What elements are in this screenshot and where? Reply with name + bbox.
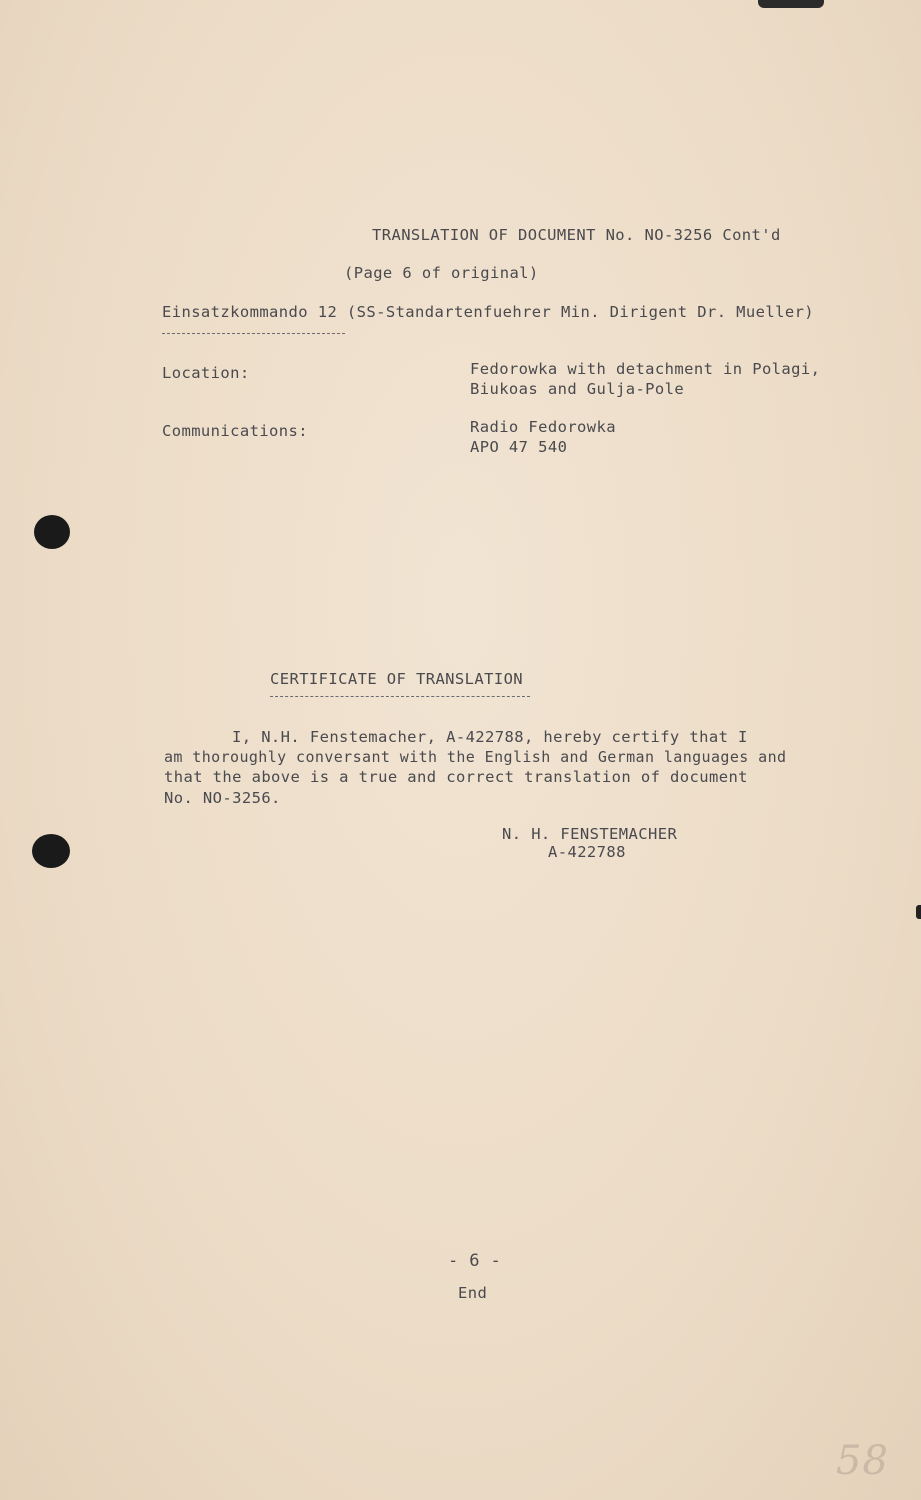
- punch-hole-bottom: [32, 834, 70, 868]
- handwritten-page-number: 58: [836, 1438, 889, 1484]
- page-number: - 6 -: [448, 1251, 502, 1271]
- end-label: End: [458, 1284, 488, 1302]
- punch-hole-top: [34, 515, 70, 549]
- location-value-line2: Biukoas and Gulja-Pole: [470, 380, 685, 398]
- communications-value-line2: APO 47 540: [470, 438, 568, 456]
- certificate-heading: CERTIFICATE OF TRANSLATION: [270, 670, 524, 688]
- certificate-underline: [270, 696, 530, 697]
- certificate-line-1: I, N.H. Fenstemacher, A-422788, hereby certify that I: [232, 728, 748, 746]
- signature-id: A-422788: [548, 843, 626, 861]
- binder-tab: [758, 0, 824, 8]
- certificate-line-2: am thoroughly conversant with the English and German languages and: [164, 748, 787, 766]
- location-value-line1: Fedorowka with detachment in Polagi,: [470, 360, 821, 378]
- page-of-original: (Page 6 of original): [344, 264, 539, 282]
- certificate-line-3: that the above is a true and correct translation of document: [164, 768, 748, 786]
- communications-label: Communications:: [162, 422, 308, 440]
- unit-name: Einsatzkommando 12 (SS-Standartenfuehrer Min. Dirigent Dr. Mueller): [162, 303, 815, 321]
- unit-underline: [162, 333, 345, 334]
- certificate-line-4: No. NO-3256.: [164, 789, 281, 807]
- document-title: TRANSLATION OF DOCUMENT No. NO-3256 Cont'd: [372, 226, 781, 244]
- communications-value-line1: Radio Fedorowka: [470, 418, 616, 436]
- signature-name: N. H. FENSTEMACHER: [502, 825, 678, 843]
- location-label: Location:: [162, 364, 250, 382]
- edge-mark: [916, 905, 921, 919]
